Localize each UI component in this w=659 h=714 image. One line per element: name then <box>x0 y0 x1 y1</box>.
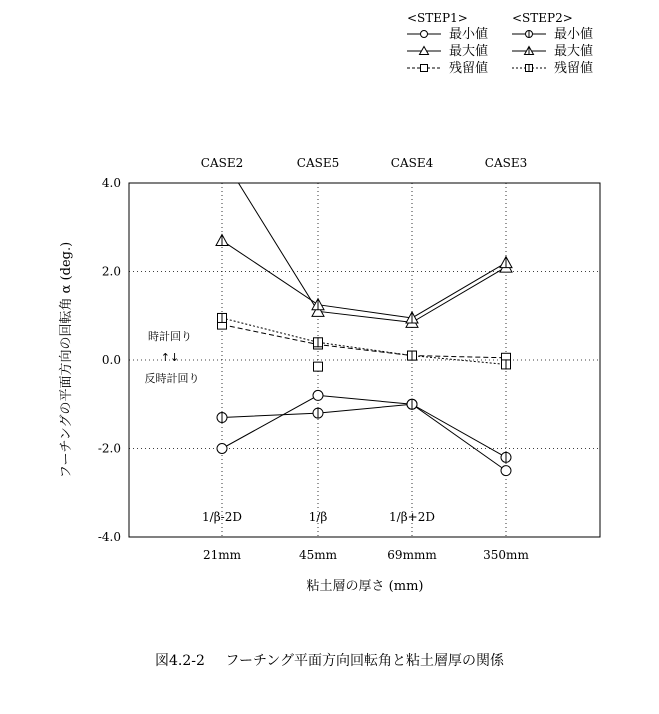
x-axis-label: 粘土層の厚さ (mm) <box>306 579 424 594</box>
marker-square <box>314 362 323 371</box>
series-line <box>222 404 506 457</box>
figure-number: 図4.2-2 <box>155 653 205 669</box>
beta-labels <box>202 510 435 524</box>
series-2-max <box>216 235 512 323</box>
x-tick-label: 45mm <box>298 548 338 562</box>
direction-arrow: ↑↓ <box>160 351 180 364</box>
series-2-residual <box>218 313 511 369</box>
x-tick-label: 69mmm <box>387 548 437 562</box>
clockwise-label: 時計回り <box>148 330 192 343</box>
case-label: CASE5 <box>296 156 340 170</box>
y-tick-labels <box>98 176 121 544</box>
series-layer <box>216 156 512 475</box>
case-label: CASE3 <box>484 156 528 170</box>
legend-item-label: 最大値 <box>449 44 489 59</box>
x-tick-label: 21mm <box>202 548 242 562</box>
legend-marker <box>421 65 428 72</box>
legend-title: <STEP2> <box>512 11 573 25</box>
figure-title: フーチング平面方向回転角と粘土層厚の関係 <box>225 653 504 669</box>
y-tick-label: -2.0 <box>97 441 121 456</box>
y-tick-label: 0.0 <box>101 353 121 367</box>
legend <box>407 11 593 76</box>
figure-caption <box>0 650 659 670</box>
series-line <box>222 156 506 322</box>
series-line <box>222 318 506 364</box>
legend-item-label: 残留値 <box>554 61 594 76</box>
series-line <box>222 241 506 318</box>
legend-marker <box>421 31 428 38</box>
marker-circle <box>313 390 323 400</box>
y-tick-label: 2.0 <box>101 264 121 279</box>
series-1-max <box>222 156 512 327</box>
case-label: CASE4 <box>390 156 434 170</box>
y-tick-label: -4.0 <box>97 530 121 544</box>
x-tick-labels <box>203 548 529 562</box>
marker-circle <box>217 444 227 454</box>
legend-title: <STEP1> <box>407 11 468 25</box>
grid <box>129 183 600 537</box>
beta-label: 1/β <box>308 510 328 524</box>
series-1-residual <box>218 320 511 362</box>
beta-label: 1/β+2D <box>389 510 435 524</box>
legend-item-label: 最大値 <box>554 44 594 59</box>
counterclockwise-label: 反時計回り <box>144 372 200 385</box>
series-line <box>222 325 506 358</box>
legend-item-label: 最小値 <box>554 27 594 42</box>
x-tick-label: 350mm <box>483 548 529 562</box>
case-labels <box>201 156 527 170</box>
marker-circle <box>501 466 511 476</box>
case-label: CASE2 <box>200 156 244 170</box>
y-tick-label: 4.0 <box>101 176 121 190</box>
series-1-min <box>217 390 511 475</box>
y-axis-label: フーチングの平面方向の回転角 α (deg.) <box>59 241 74 479</box>
beta-label: 1/β-2D <box>202 510 242 524</box>
legend-item-label: 残留値 <box>449 61 489 76</box>
series-2-min <box>217 399 511 462</box>
legend-item-label: 最小値 <box>449 27 489 42</box>
